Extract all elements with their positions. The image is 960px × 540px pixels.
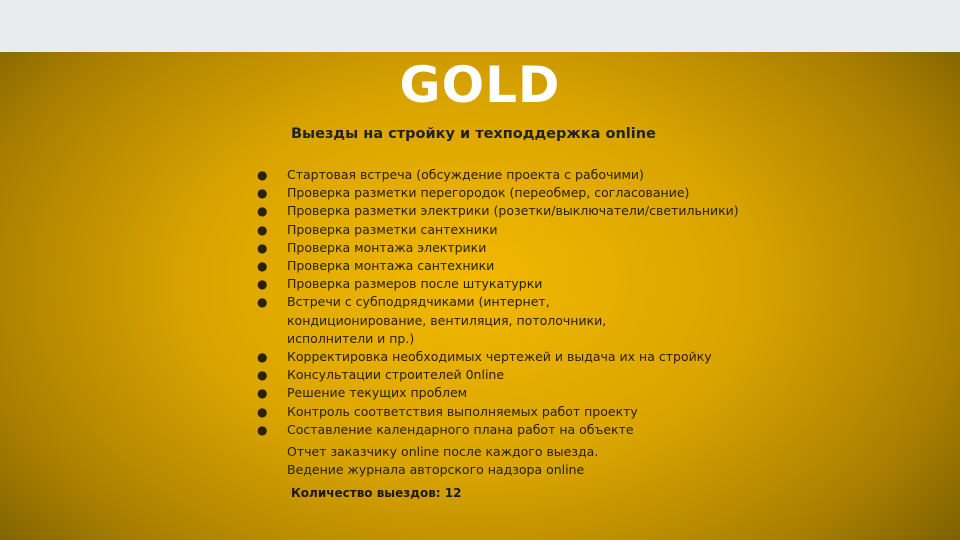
bullet-icon: ● — [257, 222, 268, 237]
list-item — [257, 384, 757, 402]
list-item-text: Проверка разметки сантехники — [287, 221, 498, 237]
bullet-icon: ● — [257, 240, 268, 255]
bullet-icon: ● — [257, 168, 268, 182]
list-item-text: Проверка разметки электрики (розетки/выключатели/светильники) — [287, 203, 739, 219]
bullet-icon: ● — [257, 204, 268, 219]
list-item — [257, 166, 757, 184]
bullet-icon: ● — [257, 277, 268, 292]
list-item — [257, 221, 757, 239]
list-item — [257, 421, 757, 439]
list-item — [257, 403, 757, 421]
list-item-text: Встречи с субподрядчиками (интернет, кондиционирование, вентиляция, потолочники, исполнители и пр.) — [287, 294, 607, 346]
bullet-icon: ● — [257, 404, 268, 419]
list-item — [257, 184, 757, 202]
bullet-icon: ● — [257, 386, 268, 401]
list-item — [257, 202, 757, 220]
service-list — [257, 166, 757, 439]
bullet-icon: ● — [257, 259, 268, 274]
list-item — [257, 366, 757, 384]
list-item-text: Проверка размеров после штукатурки — [287, 276, 543, 292]
list-item-text: Проверка монтажа электрики — [287, 239, 487, 255]
list-item — [257, 348, 757, 366]
top-bar — [0, 0, 960, 52]
list-item-text: Корректировка необходимых чертежей и выдача их на стройку — [287, 349, 712, 365]
bullet-icon: ● — [257, 368, 268, 383]
list-item-text: Стартовая встреча (обсуждение проекта с рабочими) — [287, 167, 644, 182]
list-item-text: Составление календарного плана работ на объекте — [287, 421, 634, 437]
bullet-icon: ● — [257, 186, 268, 201]
bullet-icon: ● — [257, 422, 268, 437]
list-item-text: Решение текущих проблем — [287, 385, 468, 401]
visits-count: Количество выездов: 12 — [291, 486, 462, 500]
list-item — [257, 293, 687, 348]
list-item-text: Проверка разметки перегородок (переобмер, согласование) — [287, 185, 690, 201]
list-item-text: Проверка монтажа сантехники — [287, 258, 495, 274]
bullet-icon: ● — [257, 350, 268, 365]
list-item — [257, 257, 757, 275]
slide — [0, 52, 960, 540]
list-item-text: Консультации строителей 0nline — [287, 367, 505, 383]
slide-title: GOLD — [399, 56, 561, 114]
list-item-text: Контроль соответствия выполняемых работ проекту — [287, 403, 638, 419]
slide-subtitle: Выезды на стройку и техподдержка online — [291, 126, 656, 142]
bullet-icon: ● — [257, 295, 268, 310]
list-item — [257, 275, 757, 293]
list-item — [257, 239, 757, 257]
report-note: Отчет заказчику online после каждого выезда. — [287, 444, 599, 459]
journal-note: Ведение журнала авторского надзора online — [287, 462, 585, 477]
